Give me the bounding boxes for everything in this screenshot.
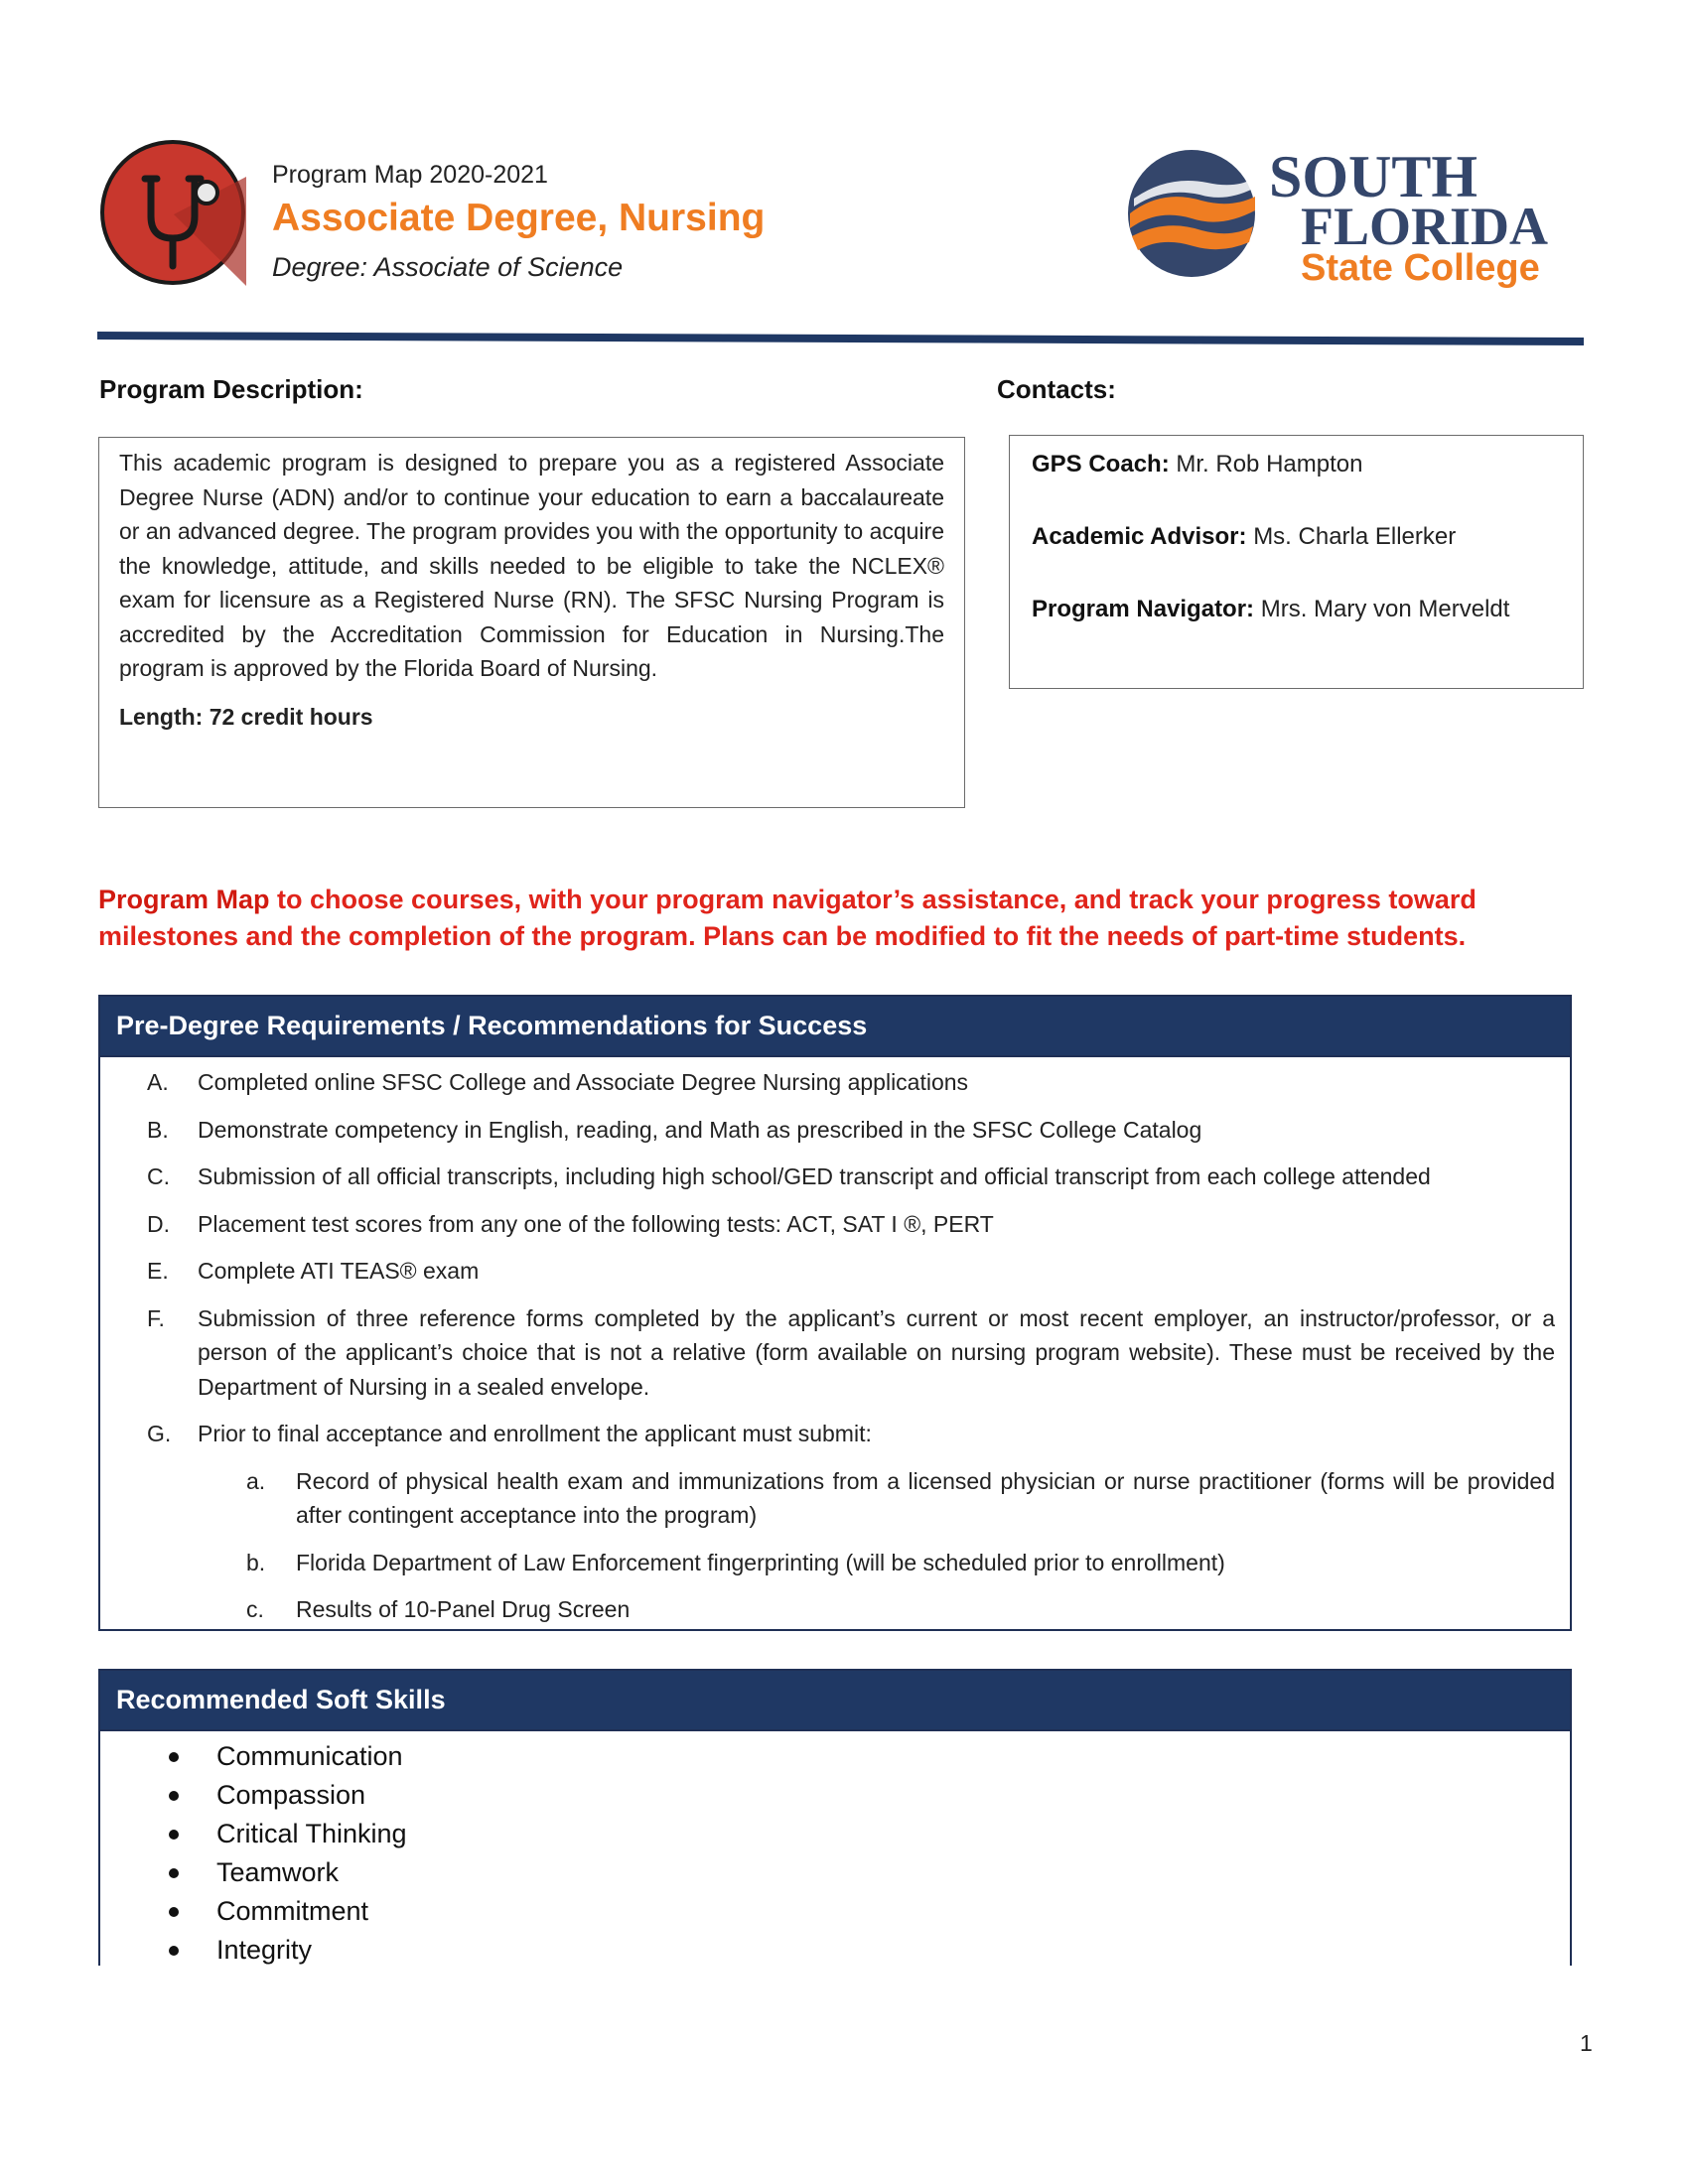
program-length: Length: 72 credit hours [119,703,373,730]
program-description-box [98,437,965,808]
soft-skill-item [163,1853,1570,1892]
soft-skills-heading: Recommended Soft Skills [100,1671,1570,1729]
requirement-item [147,1417,1555,1451]
contacts-box [1009,435,1584,689]
contact-value: Mrs. Mary von Merveldt [1260,596,1510,622]
requirement-text: Submission of three reference forms completed by the applicant’s current or most recent employer, an instructor/professor, or a person of the applicant’s choice that is not a relative (form available on nursing program website). These must be received by the Department of Nursing in a sealed envelope. [198,1304,1555,1400]
soft-skill-item [163,1892,1570,1931]
contact-label: GPS Coach: [1032,451,1170,478]
soft-skill-label: Compassion [216,1780,366,1810]
bullet-icon [169,1868,179,1878]
soft-skill-label: Teamwork [216,1857,340,1887]
requirement-subitem [246,1546,1555,1580]
stethoscope-icon [97,137,248,288]
requirement-subitem [246,1464,1555,1533]
requirement-item [147,1160,1555,1194]
contact-value: Mr. Rob Hampton [1176,451,1363,478]
soft-skill-item [163,1737,1570,1776]
bullet-icon [169,1791,179,1801]
soft-skills-table [98,1669,1572,1966]
program-description-heading: Program Description: [99,374,363,404]
requirement-item [147,1113,1555,1148]
requirement-text: Completed online SFSC College and Associate Degree Nursing applications [198,1069,969,1095]
college-logo [1122,139,1559,288]
soft-skill-label: Integrity [216,1935,313,1965]
program-map-note-text: to choose courses, with your program navigator’s assistance, and track your progress toward milestones and the completion of the program. Plans can be modified to fit the needs of part-time students. [98,885,1477,951]
requirement-subtext: Florida Department of Law Enforcement fingerprinting (will be scheduled prior to enrollment) [296,1549,1225,1575]
logo-line3: State College [1301,247,1540,288]
requirement-text: Complete ATI TEAS® exam [198,1258,480,1284]
requirement-marker: G. [147,1421,172,1446]
requirement-marker: D. [147,1210,170,1237]
college-logo-mark [1122,139,1559,288]
bullet-icon [169,1752,179,1762]
contact-academic-advisor [1032,520,1561,554]
pre-degree-requirements-table [98,995,1572,1631]
degree-label: Degree: Associate of Science [272,252,624,282]
requirement-item [147,1065,1555,1100]
requirement-subtext: Record of physical health exam and immunizations from a licensed physician or nurse practitioner (forms will be provided after contingent acceptance into the program) [296,1467,1555,1528]
program-map-note [98,882,1588,955]
contact-gps-coach [1032,448,1561,481]
page-title: Associate Degree, Nursing [272,197,766,239]
header-divider [97,328,1584,349]
soft-skill-item [163,1931,1570,1970]
requirement-submarker: b. [246,1549,266,1575]
requirement-text: Placement test scores from any one of the following tests: ACT, SAT I ®, PERT [198,1210,994,1237]
page-number: 1 [1580,2030,1593,2056]
soft-skill-item [163,1776,1570,1815]
requirement-text: Demonstrate competency in English, reading, and Math as prescribed in the SFSC College Catalog [198,1116,1202,1143]
requirement-marker: A. [147,1069,169,1095]
requirement-marker: F. [147,1304,165,1331]
requirement-item [147,1207,1555,1242]
requirement-text: Prior to final acceptance and enrollment the applicant must submit: [198,1421,872,1446]
contact-label: Program Navigator: [1032,596,1255,622]
soft-skill-label: Critical Thinking [216,1819,407,1848]
contact-program-navigator [1032,593,1561,626]
requirement-item [147,1254,1555,1289]
soft-skill-item [163,1815,1570,1853]
logo-line1: SOUTH [1269,144,1478,209]
pre-degree-requirements-body [100,1055,1570,1627]
bullet-icon [169,1907,179,1917]
requirement-submarker: c. [246,1596,264,1622]
requirement-text: Submission of all official transcripts, including high school/GED transcript and official transcript from each college attended [198,1163,1431,1189]
requirement-subitem [246,1592,1555,1627]
requirement-marker: B. [147,1116,169,1143]
soft-skill-label: Communication [216,1741,403,1771]
soft-skills-body [100,1729,1570,1970]
requirement-sublist [147,1464,1555,1627]
program-map-note-strong: Program Map [98,885,270,914]
contact-label: Academic Advisor: [1032,523,1247,550]
requirement-subtext: Results of 10-Panel Drug Screen [296,1596,631,1622]
bullet-icon [169,1830,179,1840]
logo-line2: FLORIDA [1301,197,1549,256]
pre-degree-requirements-heading: Pre-Degree Requirements / Recommendations for Success [100,997,1570,1055]
requirement-marker: C. [147,1163,170,1189]
contacts-heading: Contacts: [997,374,1116,404]
requirement-marker: E. [147,1258,169,1284]
contact-value: Ms. Charla Ellerker [1253,523,1457,550]
requirement-item [147,1301,1555,1405]
program-map-year: Program Map 2020-2021 [272,161,548,189]
soft-skill-label: Commitment [216,1896,369,1926]
requirement-submarker: a. [246,1467,266,1494]
program-description-text: This academic program is designed to prepare you as a registered Associate Degree Nurse (ADN) and/or to continue your education to earn a baccalaureate or an advanced degree. The program provides you with the opportunity to acquire the knowledge, attitude, and skills needed to be eligible to take the NCLEX® exam for licensure as a Registered Nurse (RN). The SFSC Nursing Program is accredited by the Accreditation Commission for Education in Nursing.The program is approved by the Florida Board of Nursing. [119,450,944,681]
bullet-icon [169,1946,179,1956]
stethoscope-badge [97,137,248,288]
